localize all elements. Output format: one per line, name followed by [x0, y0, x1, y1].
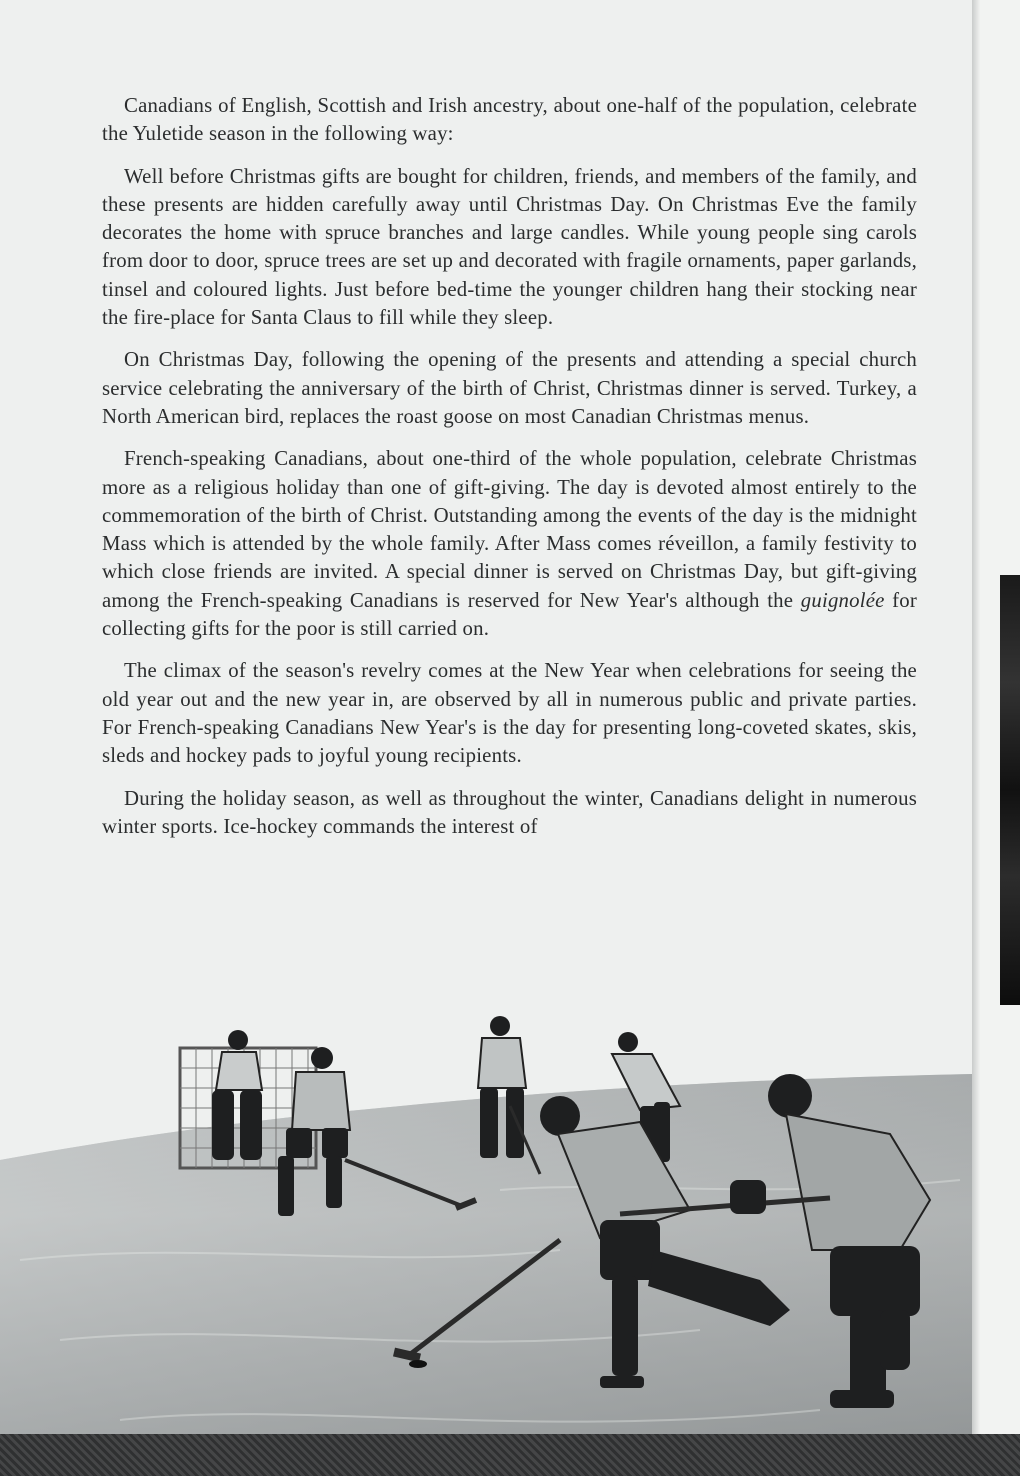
ice-hockey-photo	[0, 1010, 972, 1476]
facing-page-photo-strip	[1000, 575, 1020, 1005]
background-surface	[0, 1434, 1020, 1476]
paragraph-ancestry: Canadians of English, Scottish and Irish ancestry, about one-half of the population, celebrate the Yuletide season in the following way:	[102, 94, 917, 146]
paragraph-new-year: The climax of the season's revelry comes at the New Year when celebrations for seeing the old year out and the new year in, are observed by all in numerous public and private parties. For French-speaking Canadians New Year's is the day for presenting long-coveted skates, skis, sleds and hockey pads to joyful young recipients.	[102, 659, 917, 768]
guignolee-term: guignolée	[800, 588, 885, 612]
paragraph-christmas-day: On Christmas Day, following the opening of the presents and attending a special church service celebrating the anniversary of the birth of Christ, Christmas dinner is served. Turkey, a North American bird, replaces the roast goose on most Canadian Christmas menus.	[102, 348, 917, 428]
paragraph-french-canadians	[102, 445, 917, 643]
paragraph-french-text-before: French-speaking Canadians, about one-third of the whole population, celebrate Christmas more as a religious holiday than one of gift-giving. The day is devoted almost entirely to the commemoration of the birth of Christ. Outstanding among the events of the day is the midnight Mass which is attended by the whole family. After Mass comes réveillon, a family festivity to which close friends are invited. A special dinner is served on Christmas Day, but gift-giving among the French-speaking Canadians is reserved for New Year's although the	[102, 447, 917, 612]
paragraph-christmas-eve: Well before Christmas gifts are bought for children, friends, and members of the family, and these presents are hidden carefully away until Christmas Day. On Christmas Eve the family decorates the home with spruce branches and large candles. While young people sing carols from door to door, spruce trees are set up and decorated with fragile ornaments, paper garlands, tinsel and coloured lights. Just before bed-time the younger children hang their stocking near the fire-place for Santa Claus to fill while they sleep.	[102, 164, 917, 330]
article-body	[102, 92, 917, 855]
paragraph-french-text-after: for collecting gifts for the poor is still carried on.	[102, 588, 918, 641]
paragraph-winter-sports: During the holiday season, as well as throughout the winter, Canadians delight in numerous winter sports. Ice-hockey commands the interest of	[102, 786, 917, 838]
page-edge-shadow	[972, 0, 980, 1476]
